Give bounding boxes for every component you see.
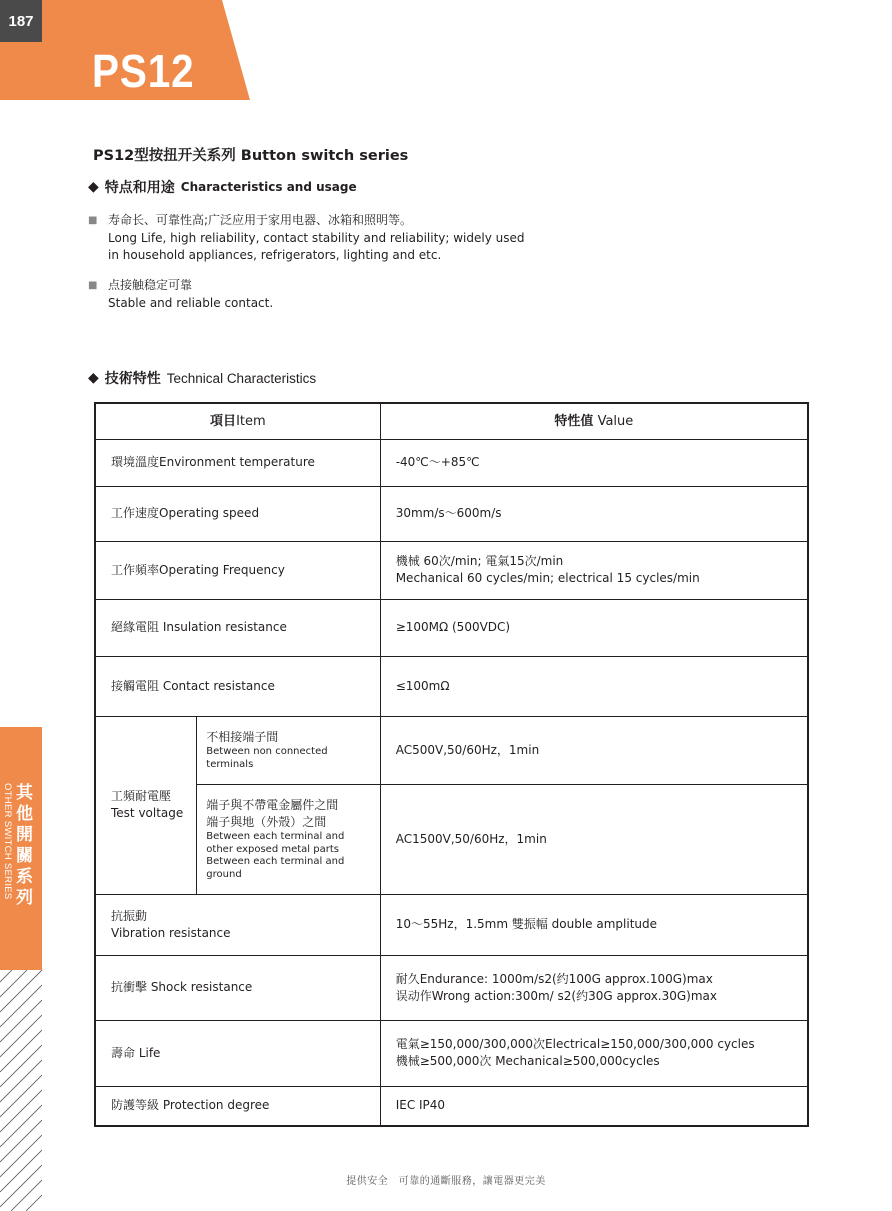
feature-text-en: in household appliances, refrigerators, lighting and etc.: [108, 248, 442, 262]
row-label: 工頻耐電壓 Test voltage: [95, 716, 197, 894]
row-value: 30mm/s～600m/s: [380, 486, 808, 541]
diamond-icon: ◆: [88, 370, 99, 386]
row-value: 10～55Hz，1.5mm 雙振幅 double amplitude: [380, 894, 808, 955]
table-header-row: [95, 403, 808, 439]
header-value: 特性值 Value: [380, 403, 808, 439]
feature-bullet: [88, 277, 273, 312]
table-row: [95, 439, 808, 486]
sub-label: 端子與不帶電金屬件之間 端子與地（外殼）之間 Between each terminal and other exposed metal parts Between each terminal and ground: [197, 784, 380, 894]
feature-text-en: Long Life, high reliability, contact stability and reliability; widely used: [108, 230, 525, 245]
series-title: PS12型按扭开关系列 Button switch series: [93, 148, 409, 164]
row-value: ≥100MΩ (500VDC): [380, 599, 808, 656]
table-row: [95, 599, 808, 656]
table-row: [95, 955, 808, 1020]
row-value: -40℃～+85℃: [380, 439, 808, 486]
technical-heading: [88, 368, 316, 388]
page-number: 187: [0, 0, 42, 42]
header-item: 項目Item: [95, 403, 380, 439]
row-label: 工作速度Operating speed: [95, 486, 380, 541]
footer-slogan: 提供安全 可靠的通斷服務，讓電器更完美: [346, 1176, 546, 1187]
row-label: 環境溫度Environment temperature: [95, 439, 380, 486]
row-label: 工作頻率Operating Frequency: [95, 541, 380, 599]
row-value: ≤100mΩ: [380, 656, 808, 716]
technical-heading-zh: 技術特性: [104, 371, 161, 387]
square-bullet-icon: ■: [88, 280, 98, 291]
features-heading: [88, 177, 357, 197]
table-row: [95, 541, 808, 599]
sub-label: 不相接端子間 Between non connected terminals: [197, 716, 380, 784]
feature-bullet: [88, 212, 525, 265]
side-tab-en: OTHER SWITCH SERIES: [2, 783, 13, 900]
table-row: [95, 784, 808, 894]
features-heading-zh: 特点和用途: [104, 180, 175, 196]
table-row: [95, 656, 808, 716]
table-row: [95, 1086, 808, 1126]
square-bullet-icon: ■: [88, 215, 98, 226]
row-label: 抗振動 Vibration resistance: [95, 894, 380, 955]
row-label: 壽命 Life: [95, 1020, 380, 1086]
features-heading-en: Characteristics and usage: [180, 180, 357, 194]
row-value: 電氣≥150,000/300,000次Electrical≥150,000/300,000 cycles 機械≥500,000次 Mechanical≥500,000cycles: [380, 1020, 808, 1086]
table-row: [95, 716, 808, 784]
row-value: AC500V,50/60Hz，1min: [380, 716, 808, 784]
feature-text-zh: 点接触稳定可靠: [108, 278, 193, 292]
side-section-tab: [0, 727, 42, 970]
side-tab-zh: 其他開關系列: [16, 783, 33, 908]
row-label: 抗衝擊 Shock resistance: [95, 955, 380, 1020]
table-row: [95, 486, 808, 541]
table-row: [95, 894, 808, 955]
row-label: 絕緣電阻 Insulation resistance: [95, 599, 380, 656]
feature-text-zh: 寿命长、可靠性高;广泛应用于家用电器、冰箱和照明等。: [108, 213, 413, 227]
row-value: IEC IP40: [380, 1086, 808, 1126]
banner-title: PS12: [92, 45, 195, 97]
spec-table: [94, 402, 809, 1127]
diamond-icon: ◆: [88, 179, 99, 195]
row-value: 機械 60次/min; 電氣15次/min Mechanical 60 cycles/min; electrical 15 cycles/min: [380, 541, 808, 599]
row-value: AC1500V,50/60Hz，1min: [380, 784, 808, 894]
technical-heading-en: Technical Characteristics: [166, 370, 317, 386]
row-value: 耐久Endurance: 1000m/s2(约100G approx.100G)max 误动作Wrong action:300m/ s2(约30G approx.30G)max: [380, 955, 808, 1020]
row-label: 接觸電阻 Contact resistance: [95, 656, 380, 716]
feature-text-en: Stable and reliable contact.: [108, 295, 274, 310]
table-row: [95, 1020, 808, 1086]
row-label: 防護等級 Protection degree: [95, 1086, 380, 1126]
